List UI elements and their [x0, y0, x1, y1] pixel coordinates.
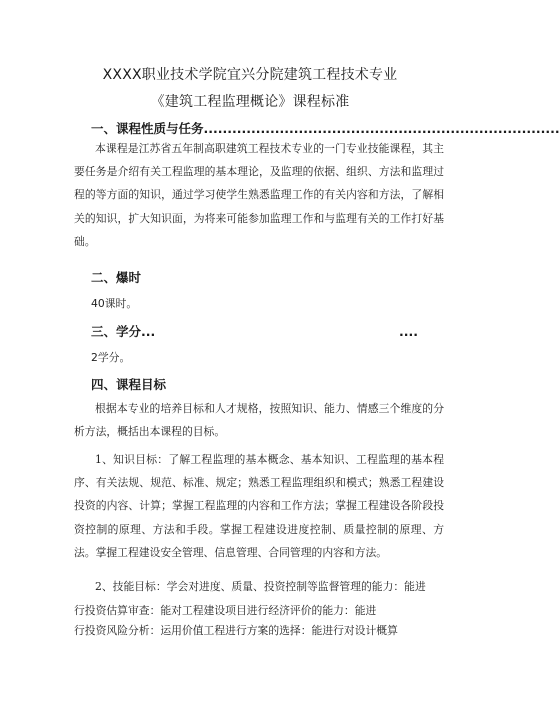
section-4-heading: 四、课程目标 — [91, 377, 167, 392]
section-4-skill-line3: 行投资风险分析：运用价值工程进行方案的选择：能进行对设计概算 — [74, 624, 398, 637]
section-3-body: 2学分。 — [91, 351, 131, 364]
section-4-skill-line1: 2、技能目标：学会对进度、质量、投资控制等监督管理的能力：能进 — [95, 580, 426, 593]
section-2-body: 40课时。 — [91, 297, 138, 310]
section-4-skill-line2: 行投资估算审查：能对工程建设项目进行经济评价的能力：能进 — [74, 604, 377, 617]
section-2-heading: 二、爆时 — [91, 270, 142, 285]
section-1-body: 本课程是江苏省五年制高职建筑工程技术专业的一门专业技能课程，其主要任务是介绍有关工程监理的基本理论，及监理的依据、组织、方法和监理过程的等方面的知识，通过学习使学生熟悉监理工作的有关内容和方法，了解相关的知识，扩大知识面，为将来可能参加监理工作和与监理有关的工作打好基础。 — [74, 142, 444, 248]
section-4-knowledge-goal: 1、知识目标：了解工程监理的基本概念、基本知识、工程监理的基本程序、有关法规、规范、标准、规定；熟悉工程监理组织和模式；熟悉工程建设投资的内容、计算；掌握工程监理的内容和工作方法；掌握工程建设各阶段投资控制的原理、方法和手段。掌握工程建设进度控制、质量控制的原理、方法。掌握工程建设安全管理、信息管理、合同管理的内容和方法。 — [74, 453, 444, 559]
document-title-line1: XXXX职业技术学院宜兴分院建筑工程技术专业 — [102, 67, 398, 83]
document-title-line2: 《建筑工程监理概论》课程标准 — [150, 94, 350, 110]
section-4-intro: 根据本专业的培养目标和人才规格，按照知识、能力、情感三个维度的分析方法，概括出本课程的目标。 — [74, 402, 444, 439]
section-1-heading: 一、课程性质与任务........................................................................... — [91, 121, 560, 136]
section-3-heading: 三、学分... .... — [91, 324, 418, 339]
